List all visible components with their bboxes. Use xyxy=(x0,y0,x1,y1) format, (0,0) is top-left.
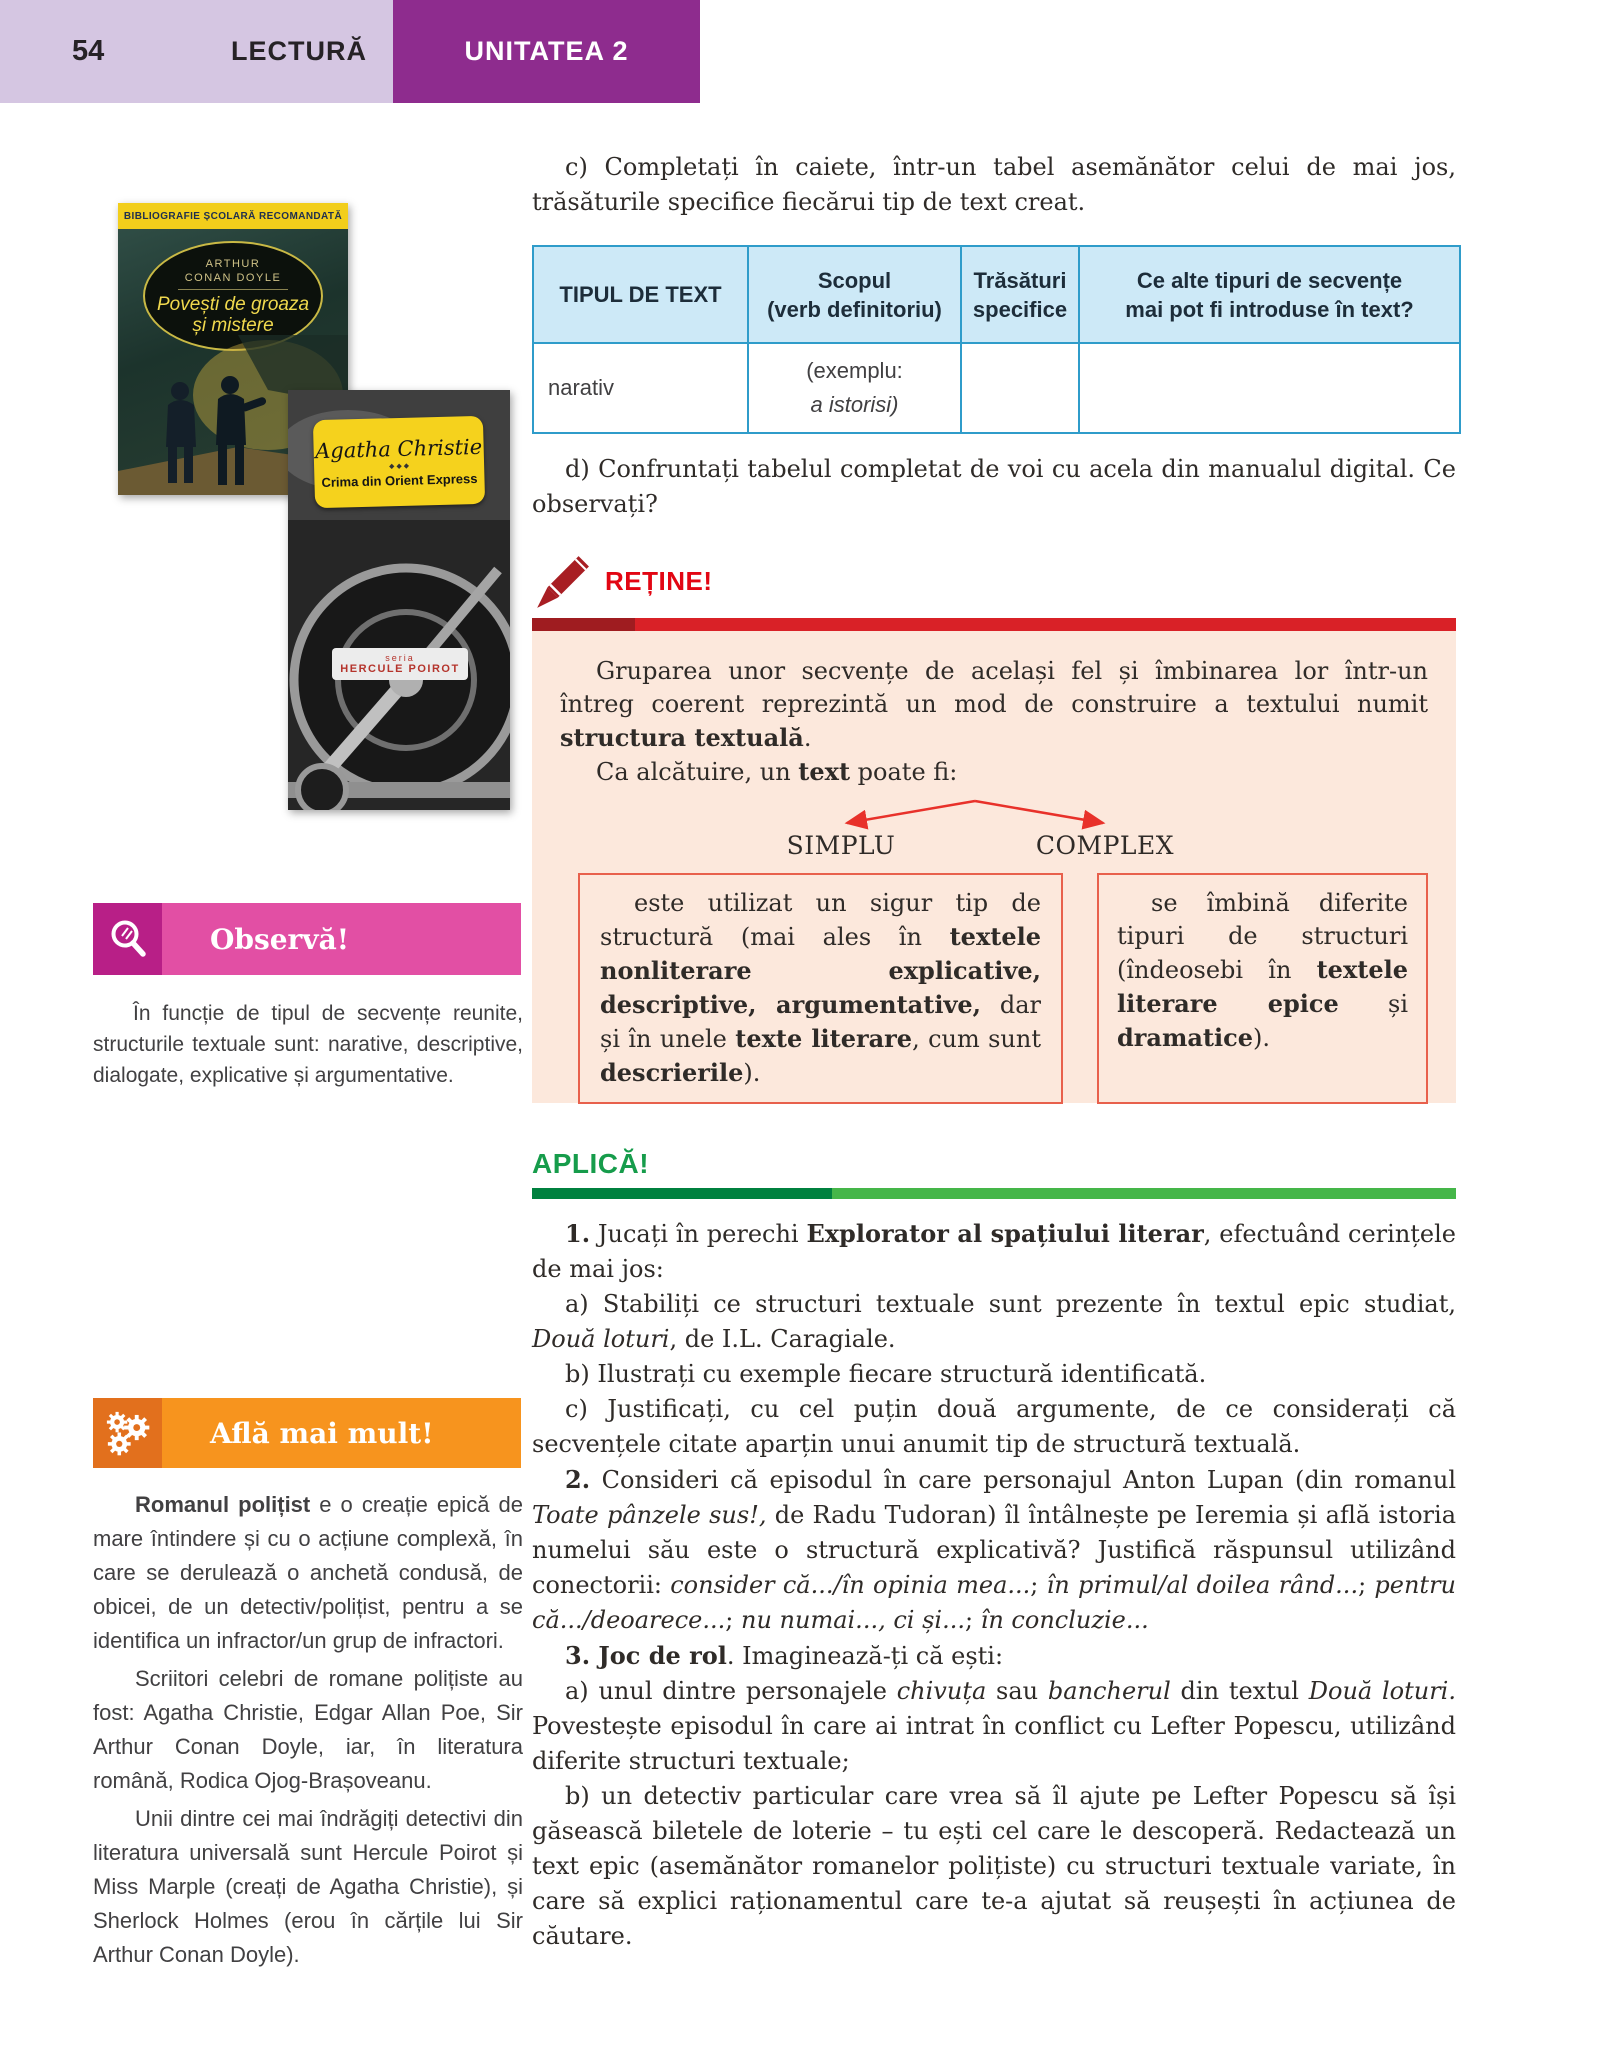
text-types-table xyxy=(532,245,1461,434)
page-header-band xyxy=(0,0,393,103)
afla-paragraph-3: Unii dintre cei mai îndrăgiți detectivi din literatura universală sunt Hercule Poirot și Miss Marple (creați de Agatha Christie), și Sherlock Holmes (erou în cărțile lui Sir Arthur Conan Doyle). xyxy=(93,1806,523,1967)
aplica-item-3: 3. Joc de rol. Imaginează-ți că ești: xyxy=(565,1641,1004,1670)
complex-definition-box: se îmbină diferite tipuri de structuri (îndeosebi în textele literare epice și dramatice). xyxy=(1097,873,1428,1104)
pencil-icon xyxy=(533,552,591,610)
observa-header xyxy=(93,903,521,975)
table-cell-exemplu: (exemplu: a istorisi) xyxy=(747,344,960,432)
ornament: ◆ ◆ ◆ xyxy=(388,462,410,470)
task-d-text: d) Confruntați tabelul completat de voi cu acela din manualul digital. Ce observați? xyxy=(532,455,1456,518)
observa-text: În funcție de tipul de secvențe reunite, structurile textuale sunt: narative, descriptive, dialogate, explicative și argumentative. xyxy=(93,1002,523,1087)
afla-header xyxy=(93,1398,521,1468)
gears-icon-box xyxy=(93,1398,162,1468)
book2-title: Crima din Orient Express xyxy=(321,470,478,490)
unit-label-box xyxy=(393,0,700,103)
task-c-text: c) Completați în caiete, într-un tabel asemănător celui de mai jos, trăsăturile specifice fiecărui tip de text creat. xyxy=(532,153,1456,216)
retine-header xyxy=(533,552,713,610)
table-header-alte-secvente: Ce alte tipuri de secvențe mai pot fi introduse în text? xyxy=(1078,247,1459,344)
table-header-tipul: TIPUL DE TEXT xyxy=(534,247,747,344)
simplu-definition-box: este utilizat un sigur tip de structură (mai ales în textele nonliterare explicative, descriptive, argumentative, dar și în unele texte literare, cum sunt descrierile). xyxy=(578,873,1063,1104)
retine-accent-bar xyxy=(532,618,1456,631)
book2-title-plate xyxy=(313,416,485,508)
unit-label: UNITATEA 2 xyxy=(464,36,629,66)
section-label: LECTURĂ xyxy=(231,36,367,66)
retine-paragraph: Gruparea unor secvențe de același fel și îmbinarea lor într-un întreg coerent reprezintă un mod de construire a textului numit structura textuală. xyxy=(560,657,1428,752)
aplica-item-2: 2. Consideri că episodul în care personajul Anton Lupan (din romanul Toate pânzele sus!, de Radu Tudoran) îl întâlnește pe Ieremia și află istoria numelui său este o structură explicativă? Justifică răspunsul utilizând conectorii: consider că.../în opinia mea...; în primul/al doilea rând...; pentru că.../deoarece...; nu numai..., ci și...; în concluzie... xyxy=(532,1465,1457,1634)
task-d xyxy=(532,452,1456,522)
bibliography-banner: BIBLIOGRAFIE ȘCOLARĂ RECOMANDATĂ xyxy=(118,203,348,229)
aplica-item-3b: b) un detectiv particular care vrea să îl ajute pe Lefter Popescu să își găsească biletele de loterie – tu ești cel care le descoperă. Redactează un text epic (asemănător romanelor polițiste) cu structuri textuale variate, în care să explici raționamentul care te-a ajutat să reușești în acțiunea de căutare. xyxy=(532,1782,1456,1950)
aplica-items xyxy=(532,1216,1456,1954)
aplica-label: APLICĂ! xyxy=(532,1148,650,1179)
gears-icon xyxy=(104,1409,152,1457)
branch-labels xyxy=(560,831,1428,863)
aplica-item-1a: a) Stabiliți ce structuri textuale sunt prezente în textul epic studiat, Două loturi, de I.L. Caragiale. xyxy=(532,1290,1456,1353)
bar-segment-light xyxy=(832,1188,1456,1199)
afla-paragraph-1: Romanul polițist e o creație epică de mare întindere și cu o acțiune complexă, în care se derulează o anchetă condusă, de obicei, de un detectiv/polițist, pentru a se identifica un infractor/un grup de infractori. xyxy=(93,1492,523,1653)
series-name: HERCULE POIROT xyxy=(340,662,460,675)
retine-note-box xyxy=(532,631,1456,1103)
divider xyxy=(178,289,288,290)
retine-label: REȚINE! xyxy=(605,565,713,596)
fork-arrows-icon xyxy=(825,797,1125,831)
aplica-accent-bar xyxy=(532,1188,1456,1199)
bar-segment-dark xyxy=(532,1188,832,1199)
observa-label: Observă! xyxy=(162,903,521,975)
afla-label: Află mai mult! xyxy=(162,1398,521,1468)
bar-segment-light xyxy=(635,618,1456,631)
table-header-scopul: Scopul (verb definitoriu) xyxy=(747,247,960,344)
magnifier-icon xyxy=(106,917,150,961)
table-cell-empty-1 xyxy=(960,344,1078,432)
magnifier-icon-box xyxy=(93,903,162,975)
book2-author: Agatha Christie xyxy=(314,434,483,463)
afla-text xyxy=(93,1488,523,1976)
retine-intro: Ca alcătuire, un text poate fi: xyxy=(596,757,958,786)
aplica-item-1: 1. Jucați în perechi Explorator al spațiului literar, efectuând cerințele de mai jos: xyxy=(532,1219,1456,1283)
page-number: 54 xyxy=(72,35,105,67)
aplica-item-1b: b) Ilustrați cu exemple fiecare structură identificată. xyxy=(565,1360,1207,1388)
book1-author: ARTHUR CONAN DOYLE xyxy=(184,257,282,284)
series-badge xyxy=(332,648,468,680)
table-header-trasaturi: Trăsături specifice xyxy=(960,247,1078,344)
book1-title: Povești de groaza și mistere xyxy=(156,293,310,336)
aplica-item-1c: c) Justificați, cu cel puțin două argumente, de ce considerați că secvențele citate aparțin unui anumit tip de structură textuală. xyxy=(532,1395,1456,1458)
book-cover-agatha-christie xyxy=(288,390,510,810)
task-c xyxy=(532,150,1456,220)
table-cell-empty-2 xyxy=(1078,344,1459,432)
series-label: seria xyxy=(385,652,415,663)
table-cell-narativ: narativ xyxy=(534,344,747,432)
simplu-label: SIMPLU xyxy=(786,831,896,860)
aplica-item-3a: a) unul dintre personajele chivuța sau bancherul din textul Două loturi. Povestește episodul în care ai intrat în conflict cu Lefter Popescu, utilizând diferite structuri textuale; xyxy=(532,1677,1456,1775)
afla-paragraph-2: Scriitori celebri de romane polițiste au fost: Agatha Christie, Edgar Allan Poe, Sir Arthur Conan Doyle, iar, în literatura română, Rodica Ojog-Brașoveanu. xyxy=(93,1666,523,1793)
bar-segment-dark xyxy=(532,618,635,631)
complex-label: COMPLEX xyxy=(1035,831,1175,860)
